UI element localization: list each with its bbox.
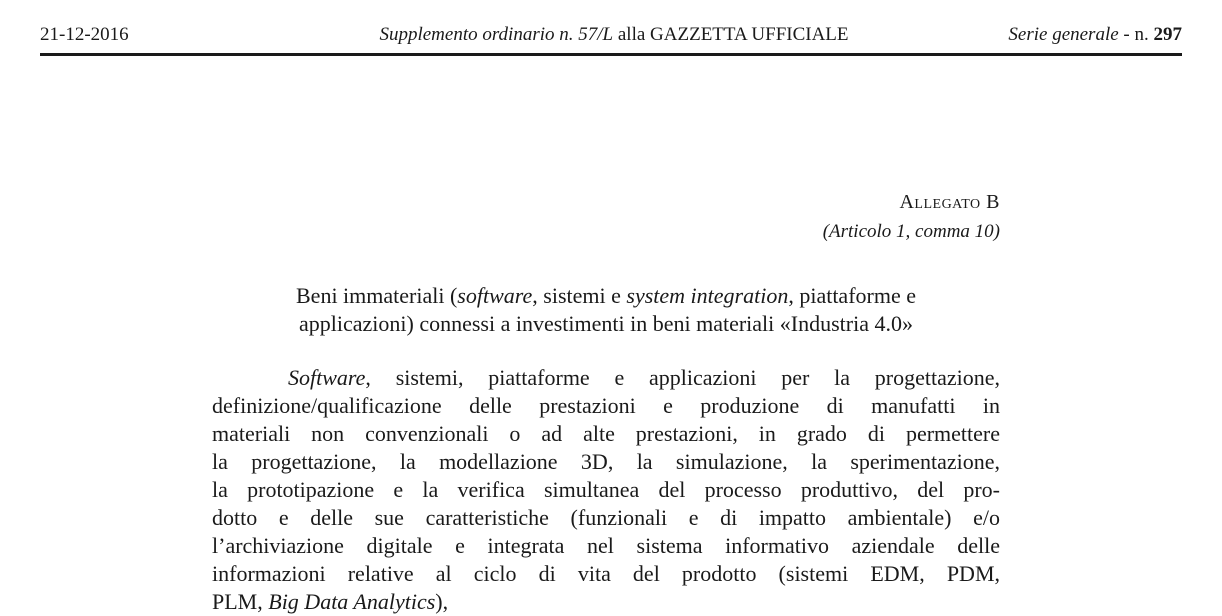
- paragraph-line-4: la progettazione, la modellazione 3D, la simulazione, la sperimentazione,: [212, 449, 1000, 474]
- header-date: 21-12-2016: [40, 24, 129, 45]
- header-series-label: Serie generale: [1008, 24, 1119, 45]
- line-text: PLM,: [212, 589, 269, 614]
- paragraph-line-6: dotto e delle sue caratteristiche (funzionali e di impatto ambientale) e/o: [212, 505, 1000, 530]
- title-line-2: applicazioni) connessi a investimenti in beni materiali «Industria 4.0»: [298, 311, 913, 336]
- line-text: ),: [435, 589, 449, 614]
- title-text: , sistemi e: [532, 283, 627, 308]
- paragraph-line-8: informazioni relative al ciclo di vita del prodotto (sistemi EDM, PDM,: [212, 561, 1000, 586]
- title-text: , piattaforme e: [788, 283, 916, 308]
- header-series: [1008, 24, 1182, 46]
- paragraph-line-2: definizione/qualificazione delle prestazioni e produzione di manufatti in: [212, 393, 1000, 418]
- title-italic-term: software: [457, 283, 533, 308]
- body-paragraph: [212, 364, 1000, 616]
- paragraph-line-1: [212, 364, 1000, 392]
- line-text: , sistemi, piattaforme e applicazioni per la progettazione,: [365, 365, 1000, 390]
- page-header: [40, 24, 1182, 52]
- paragraph-line-5: la prototipazione e la verifica simultanea del processo produttivo, del pro-: [212, 477, 1000, 502]
- paragraph-line-3: materiali non convenzionali o ad alte prestazioni, in grado di permettere: [212, 421, 1000, 446]
- annex-reference: (Articolo 1, comma 10): [822, 221, 1000, 242]
- italic-term: Software: [288, 365, 366, 390]
- section-title: [212, 282, 1000, 338]
- title-line-1: [212, 282, 1000, 310]
- annex-block: [823, 188, 1000, 246]
- header-publication: [334, 24, 894, 46]
- paragraph-line-9: [212, 588, 1000, 616]
- title-italic-term: system integration: [626, 283, 789, 308]
- header-gazette: alla GAZZETTA UFFICIALE: [613, 24, 849, 45]
- header-series-number: 297: [1153, 24, 1182, 45]
- paragraph-line-7: l’archiviazione digitale e integrata nel sistema informativo aziendale delle: [212, 533, 1000, 558]
- header-supplement: Supplemento ordinario n. 57/L: [379, 24, 614, 45]
- italic-term: Big Data Analytics: [268, 589, 436, 614]
- annex-label: Allegato B: [899, 191, 1000, 213]
- title-text: Beni immateriali (: [296, 283, 458, 308]
- header-series-sep: - n.: [1118, 24, 1154, 45]
- header-rule: [40, 53, 1182, 56]
